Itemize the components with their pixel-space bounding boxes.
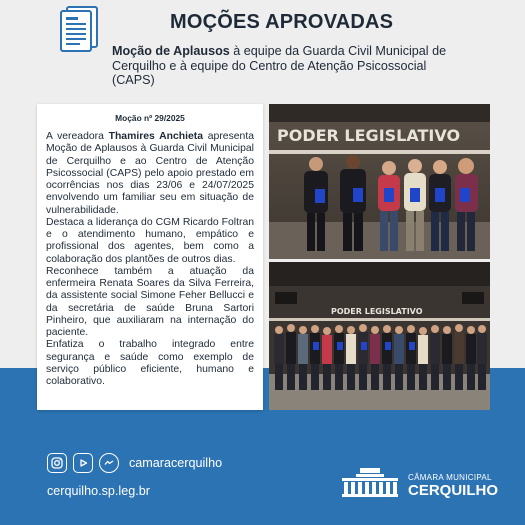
photo-small-group xyxy=(269,104,490,259)
motion-number: Moção nº 29/2025 xyxy=(115,113,185,123)
motion-card xyxy=(37,104,263,410)
council-building-icon xyxy=(342,467,398,497)
motion-paragraph-1 xyxy=(46,131,254,217)
motion-paragraph-2: Destaca a liderança do CGM Ricardo Foltran e o atendimento humano, empático e profissional dos agentes, bem como a colaboração dos plantões de outros dias. xyxy=(46,216,254,265)
p1-pre: A vereadora xyxy=(46,131,109,142)
instagram-icon[interactable] xyxy=(47,453,67,473)
photo2-sign: PODER LEGISLATIVO xyxy=(331,307,423,316)
messenger-icon[interactable] xyxy=(99,453,119,473)
motion-paragraph-4: Enfatiza o trabalho integrado entre segurança e saúde como exemplo de serviço público eficiente, humano e colaborativo. xyxy=(46,339,254,387)
social-links xyxy=(47,453,222,473)
photo-large-group xyxy=(269,262,490,410)
subtitle-bold: Moção de Aplausos xyxy=(112,44,230,58)
photo1-sign: PODER LEGISLATIVO xyxy=(277,126,461,145)
motion-paragraph-3: Reconhece também a atuação da enfermeira Renata Soares da Silva Ferreira, da assistente social Simone Feher Bellucci e da secretária de saúde Bruna Sartori Pinheiro, que auxiliaram na internação do paciente. xyxy=(46,265,254,338)
page-title: MOÇÕES APROVADAS xyxy=(170,11,394,33)
logo-line-1: CÂMARA MUNICIPAL xyxy=(408,473,492,482)
social-handle[interactable]: camaracerquilho xyxy=(129,456,223,470)
website-link[interactable]: cerquilho.sp.leg.br xyxy=(47,484,150,498)
page-subtitle xyxy=(112,44,452,88)
youtube-icon[interactable] xyxy=(73,453,93,473)
subtitle-rest: à equipe da Guarda Civil Municipal de Cerquilho e à equipe do Centro de Atenção Psicossocial (CAPS) xyxy=(112,44,447,87)
document-icon xyxy=(58,6,100,52)
logo-line-2: CERQUILHO xyxy=(408,482,498,499)
councilor-name: Thamires Anchieta xyxy=(108,131,204,142)
p1-post: apresenta Moção de Aplausos à Guarda Civil Municipal de Cerquilho e ao Centro de Atenção Psicossocial (CAPS) pelo apoio prestado em ocorrências nos dias 23/06 e 24/07/2025 envolvendo um familiar seu em situação de vulnerabilidade. xyxy=(46,131,254,216)
